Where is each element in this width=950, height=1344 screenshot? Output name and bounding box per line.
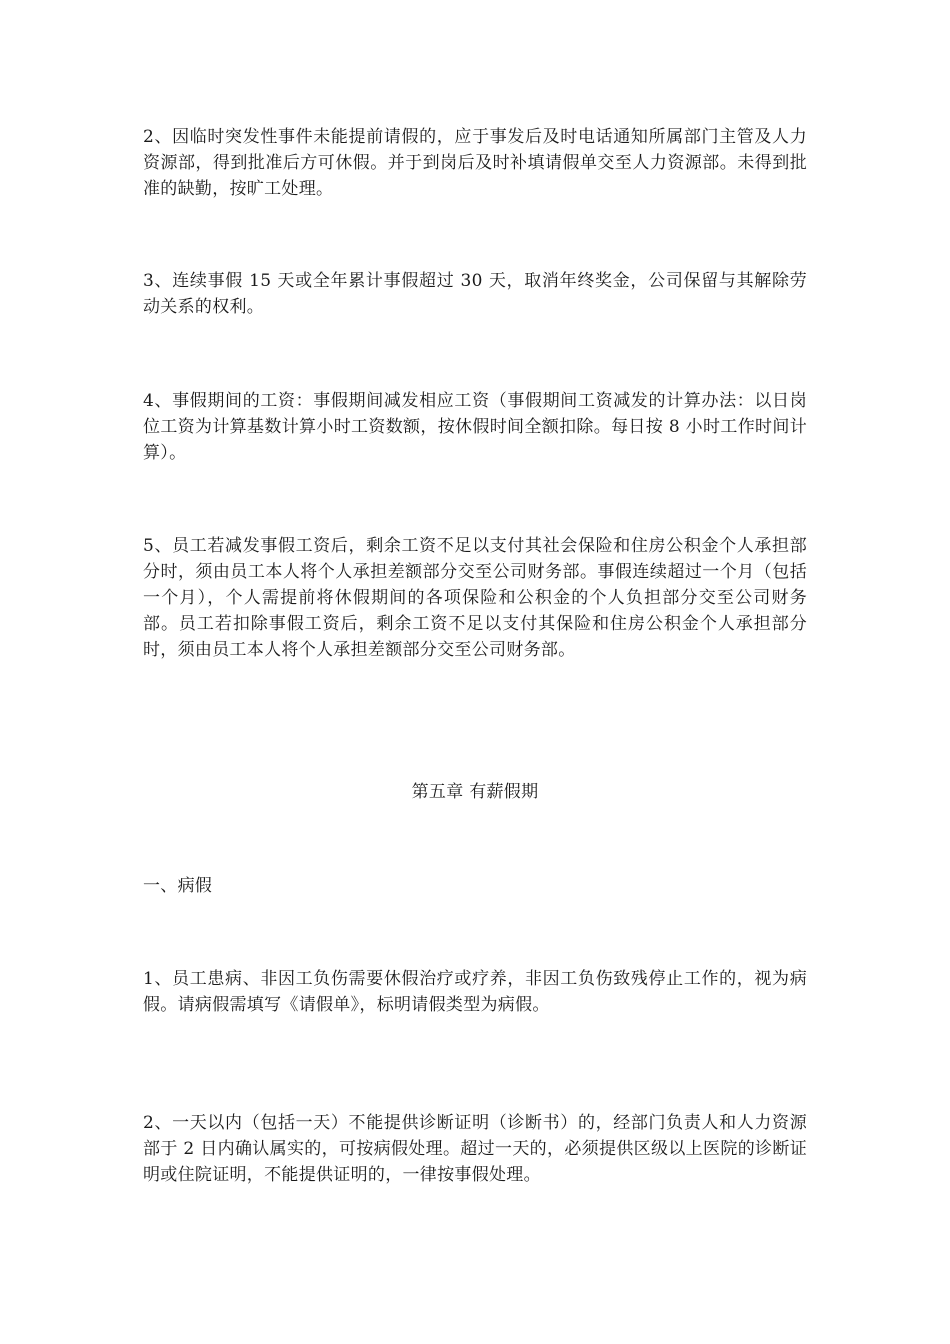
chapter-title: 第五章 有薪假期 (411, 782, 539, 802)
paragraph-leave-salary: 4、事假期间的工资：事假期间减发相应工资（事假期间工资减发的计算办法：以日岗位工资为计算基数计算小时工资数额，按休假时间全额扣除。每日按 8 小时工作时间计算）。 (143, 391, 807, 463)
paragraph-leave-limit: 3、连续事假 15 天或全年累计事假超过 30 天，取消年终奖金，公司保留与其解除劳动关系的权利。 (143, 271, 807, 317)
paragraph-sick-leave-proof: 2、一天以内（包括一天）不能提供诊断证明（诊断书）的，经部门负责人和人力资源部于 2 日内确认属实的，可按病假处理。超过一天的，必须提供区级以上医院的诊断证明或住院证明，不能提供证明的，一律按事假处理。 (143, 1113, 807, 1185)
paragraph-sick-leave-definition: 1、员工患病、非因工负伤需要休假治疗或疗养，非因工负伤致残停止工作的，视为病假。请病假需填写《请假单》，标明请假类型为病假。 (143, 969, 807, 1015)
paragraph-emergency-leave: 2、因临时突发性事件未能提前请假的，应于事发后及时电话通知所属部门主管及人力资源部，得到批准后方可休假。并于到岗后及时补填请假单交至人力资源部。未得到批准的缺勤，按旷工处理。 (143, 127, 807, 199)
paragraph-insurance-deduction: 5、员工若减发事假工资后，剩余工资不足以支付其社会保险和住房公积金个人承担部分时，须由员工本人将个人承担差额部分交至公司财务部。事假连续超过一个月（包括一个月），个人需提前将休假期间的各项保险和公积金的个人负担部分交至公司财务部。员工若扣除事假工资后，剩余工资不足以支付其保险和住房公积金个人承担部分时，须由员工本人将个人承担差额部分交至公司财务部。 (143, 536, 807, 660)
section-heading-sick-leave: 一、病假 (143, 876, 213, 896)
